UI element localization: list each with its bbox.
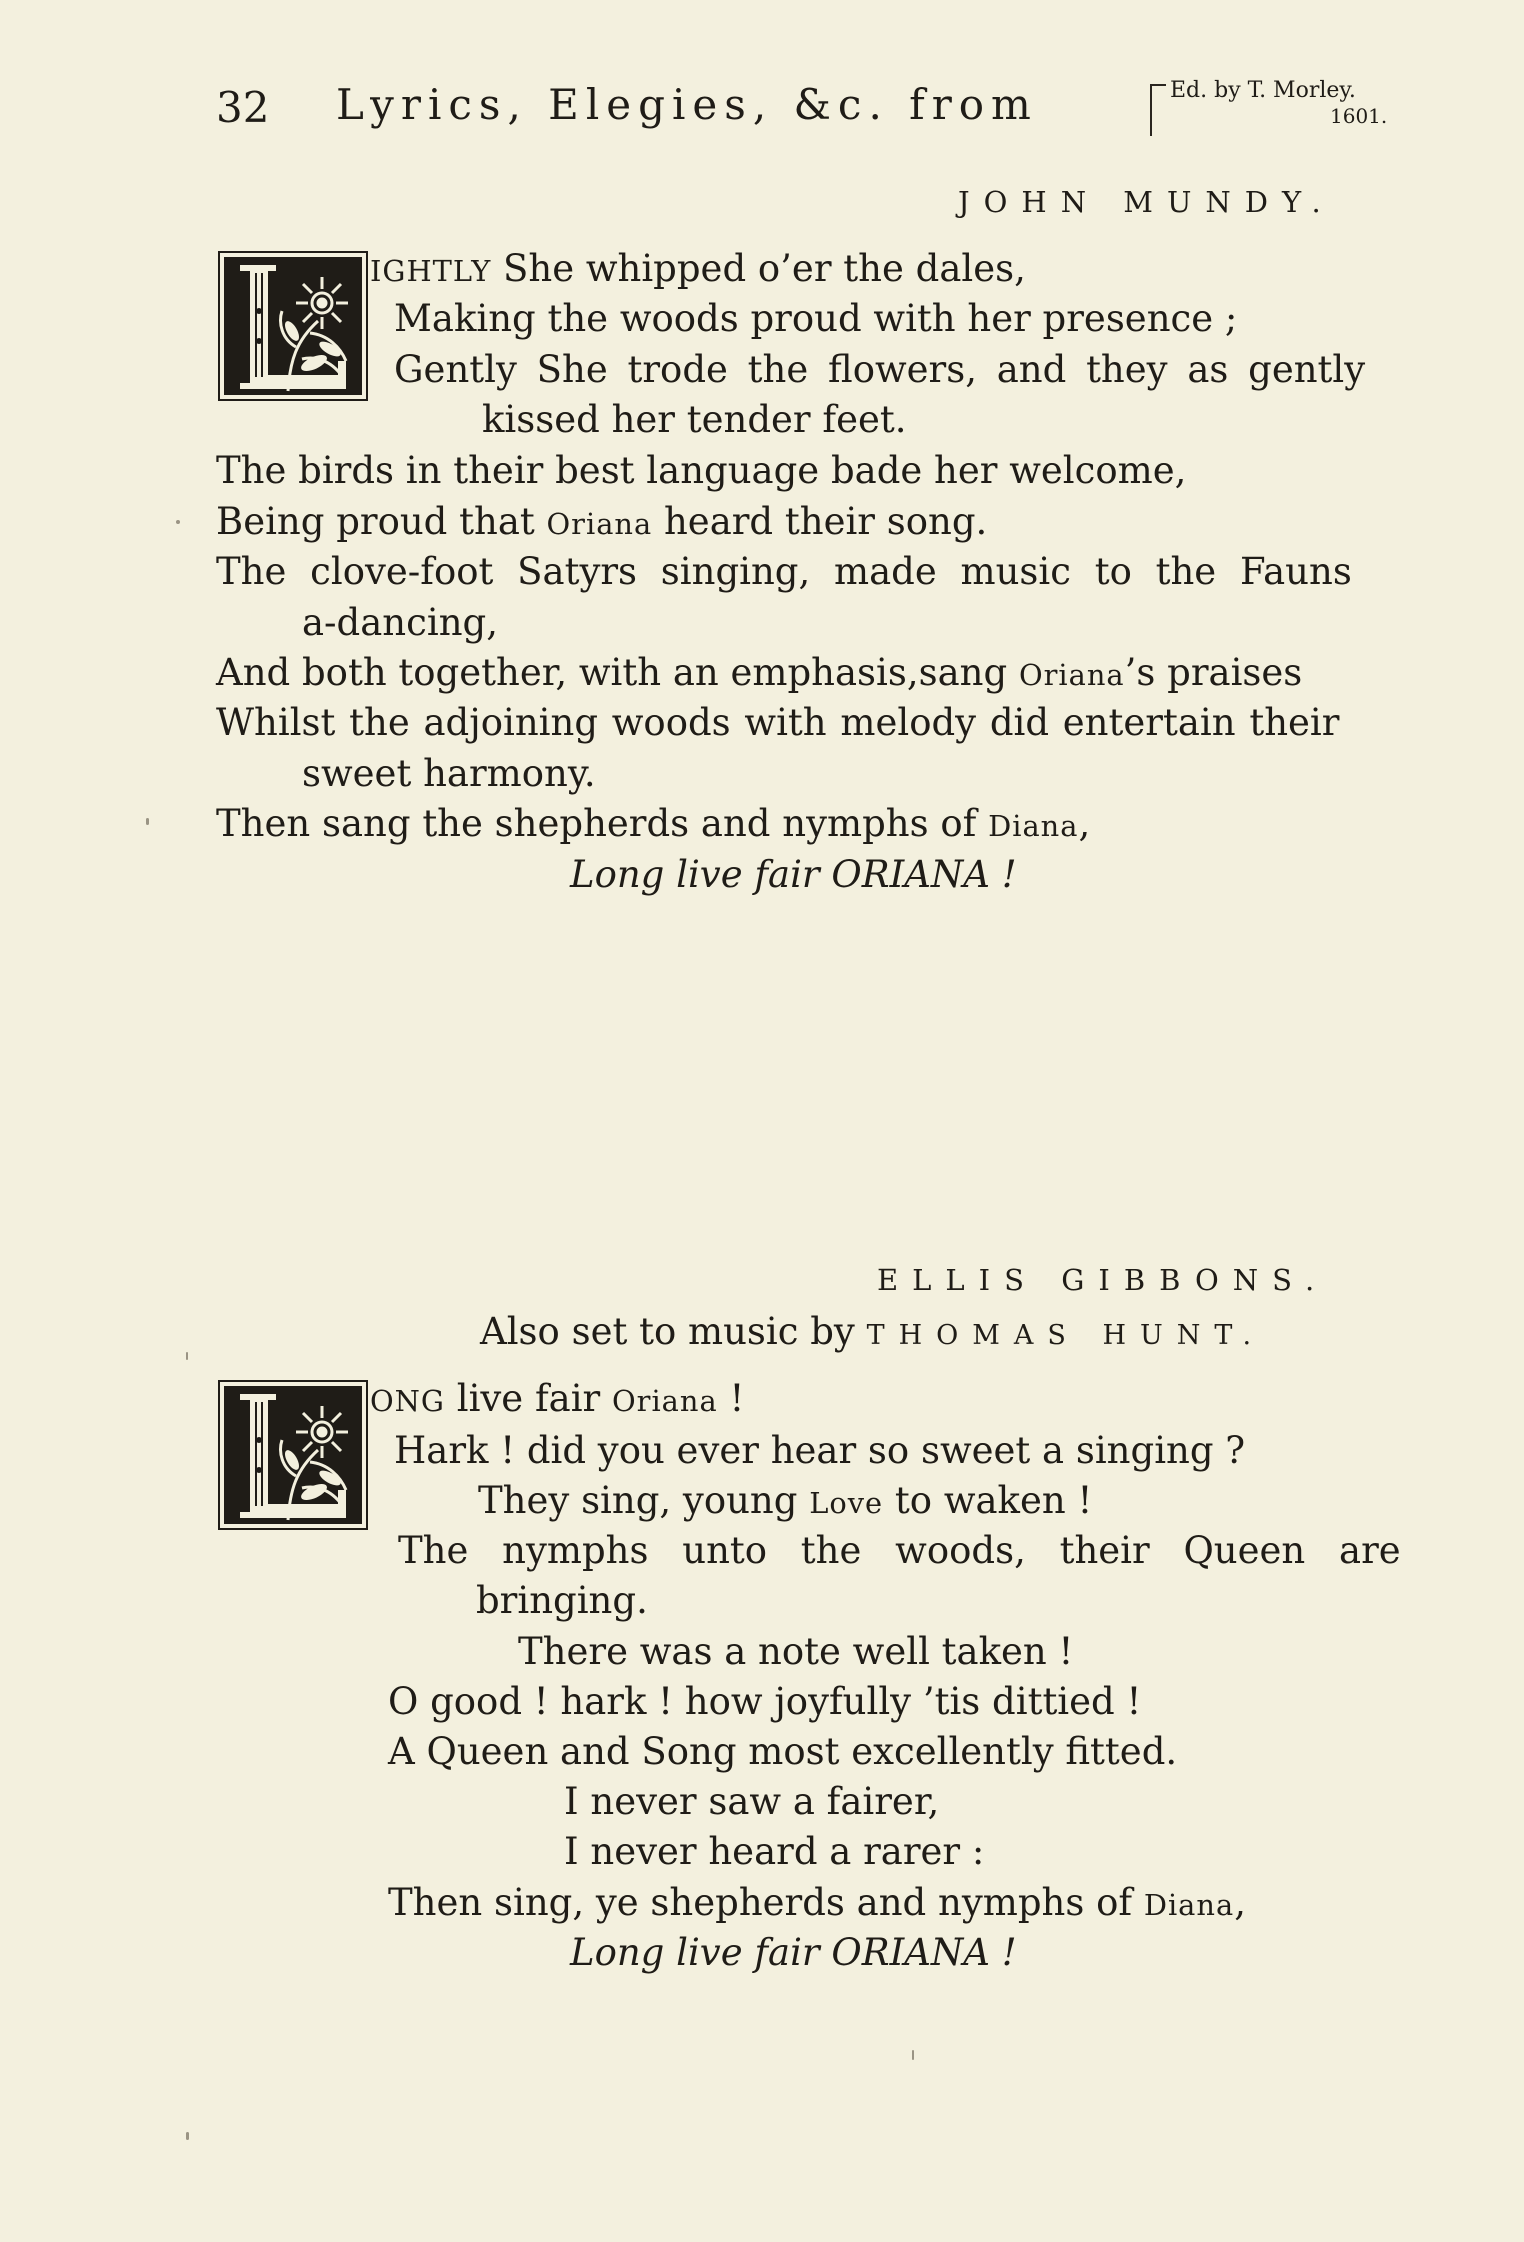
- poem-line: Then sing, ye shepherds and nymphs of Diana,: [388, 1881, 1246, 1924]
- poem-line: Gently She trode the flowers, and they as gently: [394, 348, 1366, 391]
- poem-line: Then sang the shepherds and nymphs of Diana,: [216, 802, 1091, 845]
- scan-speck: [912, 2050, 914, 2060]
- header-bracket: [1150, 84, 1166, 136]
- poem-line: sweet harmony.: [302, 752, 596, 795]
- scan-speck: [176, 520, 180, 524]
- poem-line: a-dancing,: [302, 601, 498, 644]
- poem-line: Being proud that Oriana heard their song.: [216, 500, 988, 543]
- scan-speck: [186, 2132, 189, 2140]
- refrain-line: Long live fair ORIANA !: [570, 853, 1017, 896]
- running-title: Lyrics, Elegies, &c. from: [336, 80, 1038, 129]
- poem-line: O good ! hark ! how joyfully ’tis dittied !: [388, 1680, 1142, 1723]
- poem-line: A Queen and Song most excellently fitted.: [388, 1730, 1178, 1773]
- editor-note: Ed. by T. Morley.: [1170, 78, 1356, 103]
- decorated-initial-l: [218, 251, 368, 401]
- poem-line: I never heard a rarer :: [564, 1830, 985, 1873]
- also-set-note: Also set to music by THOMAS HUNT.: [480, 1310, 1266, 1353]
- year-note: 1601.: [1330, 104, 1388, 128]
- poem-line: They sing, young Love to waken !: [478, 1479, 1093, 1522]
- scan-speck: [146, 818, 149, 825]
- poem-line: kissed her tender feet.: [482, 398, 907, 441]
- poem-line: The clove-foot Satyrs singing, made music to the Fauns: [216, 550, 1352, 593]
- page-number: 32: [216, 83, 270, 132]
- composer-heading: JOHN MUNDY.: [958, 185, 1335, 219]
- refrain-line: Long live fair ORIANA !: [570, 1931, 1017, 1974]
- poem-line: Hark ! did you ever hear so sweet a singing ?: [394, 1429, 1246, 1472]
- poem-line: bringing.: [476, 1579, 648, 1622]
- poem-line: Whilst the adjoining woods with melody did entertain their: [216, 701, 1340, 744]
- composer-heading: ELLIS GIBBONS.: [877, 1263, 1329, 1297]
- poem-line: The nymphs unto the woods, their Queen are: [398, 1529, 1401, 1572]
- poem-line: And both together, with an emphasis,sang Oriana’s praises: [216, 651, 1303, 694]
- poem-line: ONG live fair Oriana !: [370, 1377, 745, 1420]
- poem-line: IGHTLY She whipped o’er the dales,: [370, 247, 1026, 290]
- scan-speck: [186, 1352, 188, 1360]
- poem-line: I never saw a fairer,: [564, 1780, 940, 1823]
- poem-line: The birds in their best language bade her welcome,: [216, 449, 1187, 492]
- poem-line: There was a note well taken !: [518, 1630, 1074, 1673]
- poem-line: Making the woods proud with her presence ;: [394, 297, 1238, 340]
- decorated-initial-l: [218, 1380, 368, 1530]
